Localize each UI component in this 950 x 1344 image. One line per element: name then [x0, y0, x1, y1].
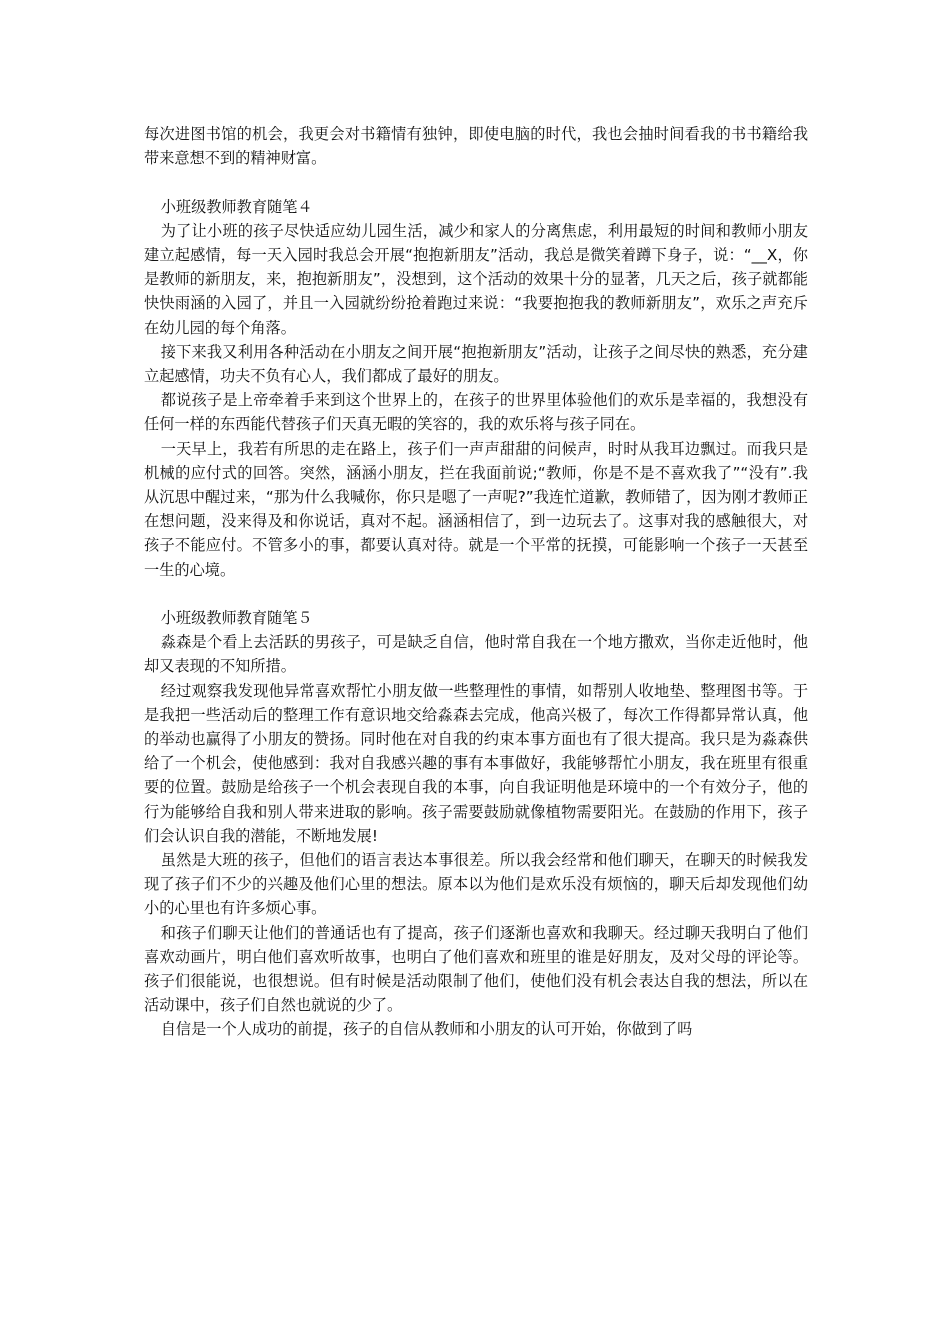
section5-paragraph-4: 和孩子们聊天让他们的普通话也有了提高，孩子们逐渐也喜欢和我聊天。经过聊天我明白了他们喜欢动画片，明白他们喜欢听故事，也明白了他们喜欢和班里的谁是好朋友，及对父母的评论等。孩子们很能说，也很想说。但有时候是活动限制了他们，使他们没有机会表达自我的想法，所以在活动课中，孩子们自然也就说的少了。: [144, 923, 808, 1015]
section4-title: 小班级教师教育随笔４: [160, 197, 313, 216]
section5-paragraph-5: 自信是一个人成功的前提，孩子的自信从教师和小朋友的认可开始，你做到了吗: [160, 1020, 693, 1039]
section5-paragraph-1: 淼森是个看上去活跃的男孩子，可是缺乏自信，他时常自我在一个地方撒欢，当你走近他时，他却又表现的不知所措。: [144, 633, 808, 676]
section5-paragraph-2: 经过观察我发现他异常喜欢帮忙小朋友做一些整理性的事情，如帮别人收地垫、整理图书等。于是我把一些活动后的整理工作有意识地交给淼森去完成，他高兴极了，每次工作得都异常认真，他的举动也赢得了小朋友的赞扬。同时他在对自我的约束本事方面也有了很大提高。我只是为淼森供给了一个机会，使他感到：我对自我感兴趣的事有本事做好，我能够帮忙小朋友，我在班里有很重要的位置。鼓励是给孩子一个机会表现自我的本事，向自我证明他是环境中的一个有效分子，他的行为能够给自我和别人带来进取的影响。孩子需要鼓励就像植物需要阳光。在鼓励的作用下，孩子们会认识自我的潜能，不断地发展!: [144, 681, 808, 845]
section-spacer: [144, 582, 808, 606]
document-page: [144, 122, 808, 1042]
section5-title: 小班级教师教育随笔５: [160, 609, 313, 628]
section4-paragraph-3: 都说孩子是上帝牵着手来到这个世界上的，在孩子的世界里体验他们的欢乐是幸福的，我想没有任何一样的东西能代替孩子们天真无暇的笑容的，我的欢乐将与孩子同在。: [144, 391, 808, 434]
section4-paragraph-2: 接下来我又利用各种活动在小朋友之间开展“抱抱新朋友”活动，让孩子之间尽快的熟悉，充分建立起感情，功夫不负有心人，我们都成了最好的朋友。: [144, 342, 808, 386]
section4-paragraph-4: 一天早上，我若有所思的走在路上，孩子们一声声甜甜的问候声，时时从我耳边飘过。而我只是机械的应付式的回答。突然，涵涵小朋友，拦在我面前说;“教师，你是不是不喜欢我了”“没有”.我从沉思中醒过来，“那为什么我喊你，你只是嗯了一声呢?”我连忙道歉，教师错了，因为刚才教师正在想问题，没来得及和你说话，真对不起。涵涵相信了，到一边玩去了。这事对我的感触很大，对孩子不能应付。不管多小的事，都要认真对待。就是一个平常的抚摸，可能影响一个孩子一天甚至一生的心境。: [144, 439, 808, 579]
section-spacer: [144, 170, 808, 194]
section4-paragraph-1: 为了让小班的孩子尽快适应幼儿园生活，减少和家人的分离焦虑，利用最短的时间和教师小朋友建立起感情，每一天入园时我总会开展“抱抱新朋友”活动，我总是微笑着蹲下身子，说：“__X，你是教师的新朋友，来，抱抱新朋友”，没想到，这个活动的效果十分的显著，几天之后，孩子就都能快快雨涵的入园了，并且一入园就纷纷抢着跑过来说：“我要抱抱我的教师新朋友”，欢乐之声充斥在幼儿园的每个角落。: [144, 221, 808, 337]
section5-paragraph-3: 虽然是大班的孩子，但他们的语言表达本事很差。所以我会经常和他们聊天，在聊天的时候我发现了孩子们不少的兴趣及他们心里的想法。原本以为他们是欢乐没有烦恼的，聊天后却发现他们幼小的心里也有许多烦心事。: [144, 851, 808, 918]
intro-paragraph: 每次进图书馆的机会，我更会对书籍情有独钟，即使电脑的时代，我也会抽时间看我的书书籍给我带来意想不到的精神财富。: [144, 125, 808, 168]
